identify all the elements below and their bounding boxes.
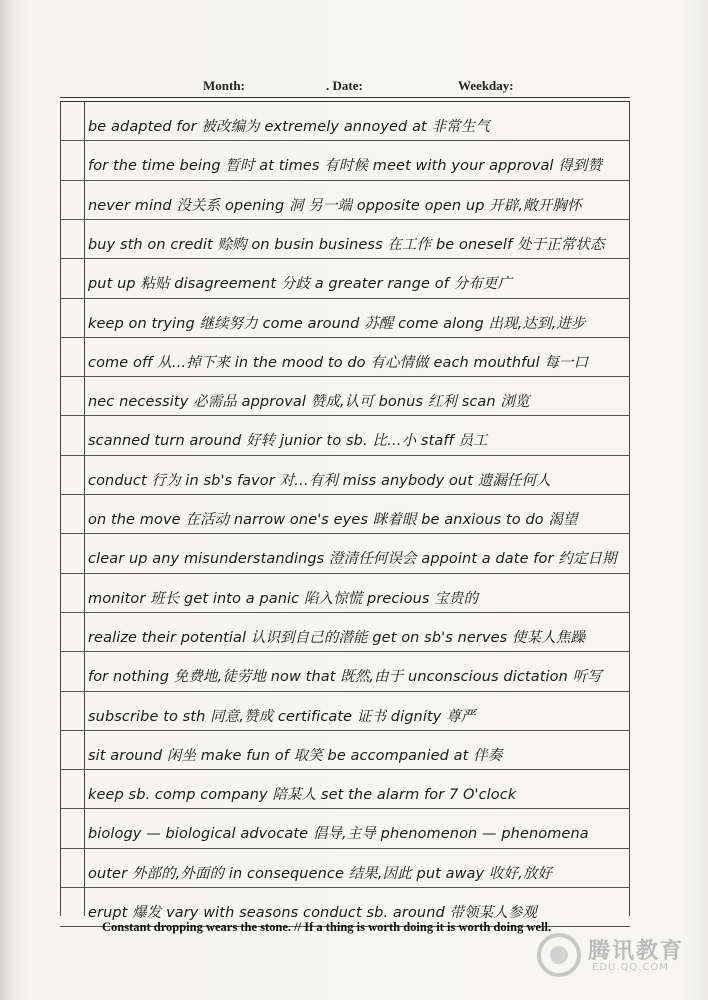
note-line: keep on trying 继续努力 come around 苏醒 come along 出现,达到,进步: [88, 316, 586, 332]
note-line: conduct 行为 in sb's favor 对…有利 miss anybody out 遗漏任何人: [88, 473, 551, 489]
note-line: for the time being 暂时 at times 有时候 meet with your approval 得到赞: [88, 158, 603, 174]
note-line: outer 外部的,外面的 in consequence 结果,因此 put away 收好,放好: [88, 866, 553, 882]
right-margin-line: [629, 101, 630, 916]
note-line: be adapted for 被改编为 extremely annoyed at 非常生气: [88, 119, 490, 135]
header-rule-2: [60, 101, 630, 102]
footer-motto: Constant dropping wears the stone. // If a thing is worth doing it is worth doing well.: [102, 920, 552, 934]
header-rule: [60, 97, 630, 98]
note-line: clear up any misunderstandings 澄清任何误会 appoint a date for 约定日期: [88, 551, 617, 567]
note-line: for nothing 免费地,徒劳地 now that 既然,由于 unconscious dictation 听写: [88, 669, 602, 685]
watermark-url: EDU.QQ.COM: [592, 962, 669, 973]
note-line: buy sth on credit 赊购 on busin business 在工作 be oneself 处于正常状态: [88, 237, 605, 253]
note-line: erupt 爆发 vary with seasons conduct sb. around 带领某人参观: [88, 905, 538, 921]
note-line: subscribe to sth 同意,赞成 certificate 证书 dignity 尊严: [88, 709, 476, 725]
note-line: never mind 没关系 opening 洞 另一端 opposite open up 开辟,敞开胸怀: [88, 198, 582, 214]
weekday-label: Weekday:: [458, 78, 514, 93]
note-line: on the move 在活动 narrow one's eyes 眯着眼 be anxious to do 渴望: [88, 512, 578, 528]
note-line: keep sb. comp company 陪某人 set the alarm for 7 O'clock: [88, 787, 517, 803]
note-line: realize their potential 认识到自己的潜能 get on sb's nerves 使某人焦躁: [88, 630, 586, 646]
binder-edge: [0, 0, 14, 1000]
month-label: Month:: [203, 78, 245, 93]
left-margin-line: [60, 101, 61, 916]
note-line: biology — biological advocate 倡导,主导 phenomenon — phenomena: [88, 826, 589, 842]
watermark-logo: [536, 932, 696, 982]
note-line: sit around 闲坐 make fun of 取笑 be accompanied at 伴奏: [88, 748, 503, 764]
note-line: put up 粘贴 disagreement 分歧 a greater range of 分布更广: [88, 276, 513, 292]
note-line: monitor 班长 get into a panic 陷入惊慌 precious 宝贵的: [88, 591, 479, 607]
inner-margin-line: [84, 101, 85, 916]
note-line: scanned turn around 好转 junior to sb. 比…小 staff 员工: [88, 433, 488, 449]
watermark-icon: [536, 932, 582, 978]
note-line: come off 从…掉下来 in the mood to do 有心情做 each mouthful 每一口: [88, 355, 589, 371]
date-label: . Date:: [326, 78, 363, 93]
watermark-brand: 腾讯教育: [588, 939, 685, 964]
note-line: nec necessity 必需品 approval 赞成,认可 bonus 红利 scan 浏览: [88, 394, 530, 410]
